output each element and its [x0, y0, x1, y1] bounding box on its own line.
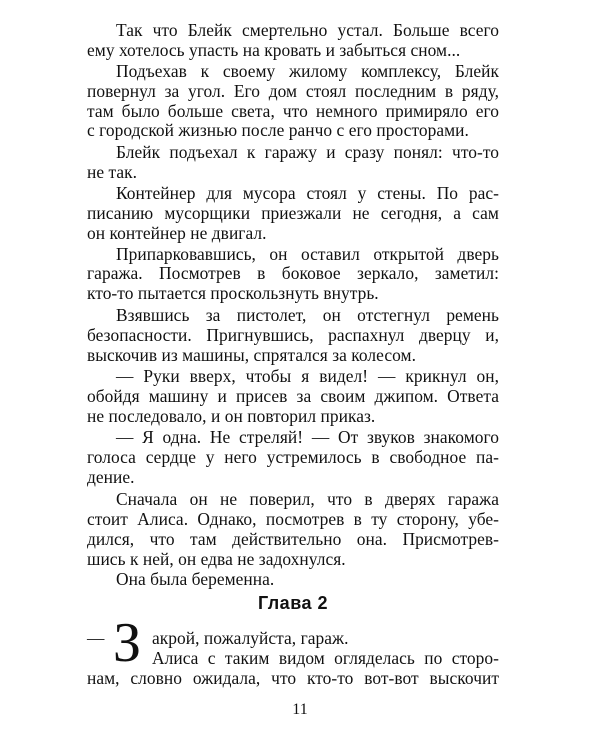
text-line: стоит Алиса. Однако, посмотрев в ту сторону, убе-: [87, 508, 499, 529]
text-line: с городской жизнью после ранчо с его просторами.: [87, 120, 469, 141]
page-number: 11: [292, 701, 308, 718]
text-line: не так.: [87, 162, 138, 183]
text-line: нам, словно ожидала, что кто-то вот-вот выскочит: [87, 667, 499, 688]
text-line: Припарковавшись, он оставил открытой дверь: [116, 243, 499, 264]
text-line: Взявшись за пистолет, он отстегнул ремень: [116, 305, 499, 326]
text-line: — Руки вверх, чтобы я видел! — крикнул он,: [116, 365, 499, 386]
text-line: Контейнер для мусора стоял у стены. По рас-: [116, 182, 499, 203]
text-line: дение.: [87, 467, 135, 488]
text-line: там было больше света, что немного примиряло его: [87, 100, 499, 121]
text-line: выскочив из машины, спрятался за колесом.: [87, 344, 416, 365]
text-line: писанию мусорщики приезжали не сегодня, а сам: [87, 202, 499, 223]
text-line: он контейнер не двигал.: [87, 222, 267, 243]
text-line: обойдя машину и присев за своим джипом. Ответа: [87, 385, 499, 406]
text-line: повернул за угол. Его дом стоял последним в ряду,: [87, 80, 499, 101]
text-line: гаража. Посмотрев в боковое зеркало, заметил:: [87, 263, 499, 284]
text-line: Сначала он не поверил, что в дверях гаража: [116, 488, 499, 509]
text-line: голоса сердце у него устремилось в свободное па-: [87, 447, 499, 468]
text-line: не последовало, и он повторил приказ.: [87, 405, 376, 426]
text-line: Так что Блейк смертельно устал. Больше всего: [116, 20, 499, 40]
drop-cap: З: [113, 612, 142, 675]
text-line: Подъехав к своему жилому комплексу, Блейк: [116, 60, 499, 81]
text-line: ему хотелось упасть на кровать и забыться сном...: [87, 39, 461, 60]
text-line: Она была беременна.: [116, 569, 275, 590]
chapter-heading: Глава 2: [257, 592, 329, 613]
text-line: акрой, пожалуйста, гараж.: [152, 628, 349, 649]
text-line: шись к ней, он едва не задохнулся.: [87, 548, 346, 569]
text-line: кто-то пытается проскользнуть внутрь.: [87, 283, 379, 304]
dialogue-dash: —: [87, 628, 105, 649]
text-line: дился, что там действительно она. Присмотрев-: [87, 528, 499, 549]
text-line: Алиса с таким видом огляделась по сторо-: [152, 648, 499, 669]
text-line: Блейк подъехал к гаражу и сразу понял: что-то: [116, 142, 499, 163]
text-line: — Я одна. Не стреляй! — От звуков знакомого: [116, 427, 499, 448]
text-line: безопасности. Пригнувшись, распахнул дверцу и,: [87, 324, 499, 345]
